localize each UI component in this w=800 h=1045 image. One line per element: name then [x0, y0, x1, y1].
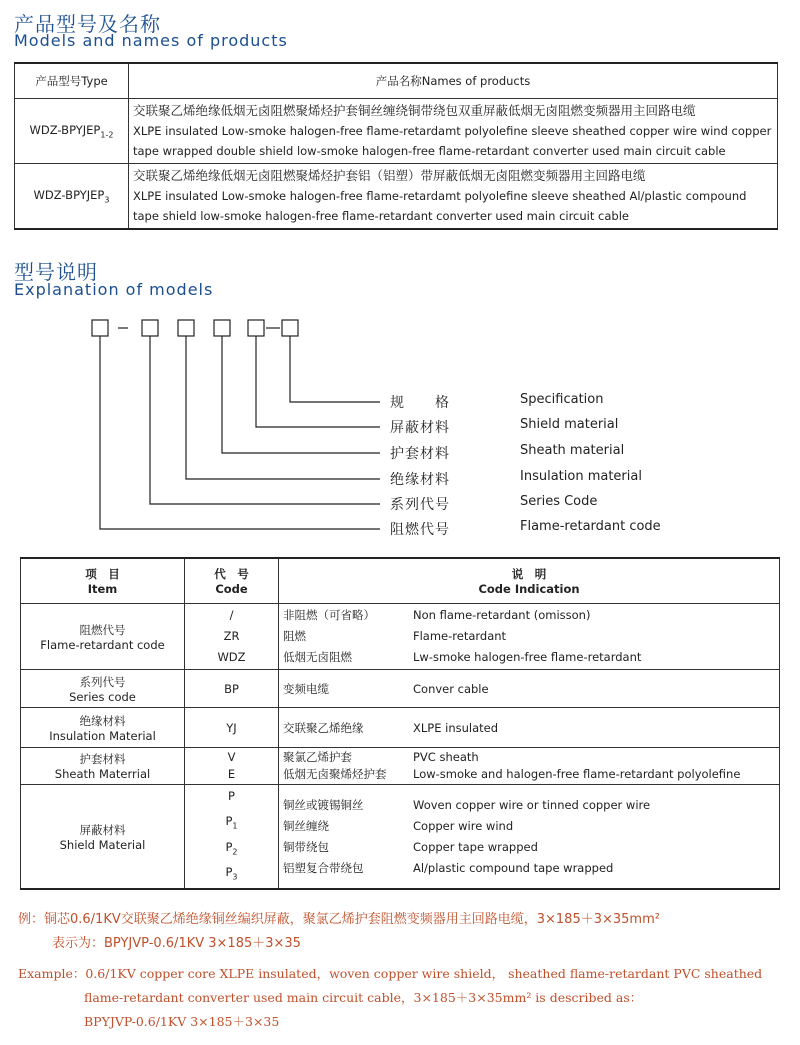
diagram-label-en: Sheath material: [520, 443, 625, 458]
code-cell: / ZR WDZ: [185, 604, 279, 670]
indication-cell: 聚氯乙烯护套 PVC sheath 低烟无卤聚烯烃护套 Low-smoke and halogen-free flame-retardant polyolefine: [279, 748, 780, 785]
products-head-name: 产品名称Names of products: [129, 63, 778, 99]
code-cell: V E: [185, 748, 279, 785]
indication-cell: 交联聚乙烯绝缘 XLPE insulated: [279, 708, 780, 748]
diagram-label-cn: 护套材料: [390, 446, 450, 462]
product-name-cn: 交联聚乙烯绝缘低烟无卤阻燃聚烯烃护套铜丝缠绕铜带绕包双重屏蔽低烟无卤阻燃变频器用主回路电缆: [133, 103, 696, 118]
product-name: [129, 164, 778, 230]
product-name-en: XLPE insulated Low-smoke halogen-free flame-retardamt polyolefine sleeve sheathed Al/plastic compound: [133, 189, 747, 203]
example-en-line3: BPYJVP-0.6/1KV 3×185＋3×35: [84, 1014, 280, 1029]
head-indication: 说 明 Code Indication: [279, 558, 780, 604]
products-head-type: 产品型号Type: [15, 63, 129, 99]
section2-title-cn: 型号说明: [14, 260, 98, 284]
model-diagram: [0, 300, 800, 550]
indication-cell: 变频电缆 Conver cable: [279, 670, 780, 708]
indication-cell: 非阻燃（可省略） Non flame-retardant (omisson) 阻燃 Flame-retardant 低烟无卤阻燃 Lw-smoke halogen-free flame-retardant: [279, 604, 780, 670]
table-row: [21, 708, 780, 748]
diagram-label-cn: 绝缘材料: [390, 472, 450, 488]
product-name: [129, 99, 778, 164]
item-cell: 护套材料 Sheath Materrial: [21, 748, 185, 785]
item-cell: 阻燃代号 Flame-retardant code: [21, 604, 185, 670]
code-table: [20, 557, 780, 890]
diagram-label-en: Series Code: [520, 494, 598, 509]
head-code: 代 号 Code: [185, 558, 279, 604]
product-name-en: tape shield low-smoke halogen-free flame-retardant converter used main circuit cable: [133, 209, 629, 223]
table-row: [21, 670, 780, 708]
product-type: WDZ-$BPYJEP_{1-2}$: [15, 99, 129, 164]
products-table: [14, 62, 778, 230]
example-cn-line1: 例：铜芯0.6/1KV交联聚乙烯绝缘铜丝编织屏蔽，聚氯乙烯护套阻燃变频器用主回路电缆，3×185＋3×35mm²: [18, 912, 660, 927]
product-name-en: tape wrapped double shield low-smoke halogen-free flame-retardant converter used main circuit cable: [133, 144, 726, 158]
diagram-label-cn: 屏蔽材料: [390, 420, 450, 436]
diagram-label-en: Insulation material: [520, 469, 642, 484]
section1-title-en: Models and names of products: [14, 31, 288, 50]
item-cell: 系列代号 Series code: [21, 670, 185, 708]
table-row: [15, 99, 778, 164]
diagram-label-cn: 阻燃代号: [390, 522, 450, 538]
diagram-label-cn: 系列代号: [390, 497, 450, 513]
diagram-label-en: Specification: [520, 392, 604, 407]
diagram-label-cn: 规 格: [390, 395, 450, 411]
item-cell: 绝缘材料 Insulation Material: [21, 708, 185, 748]
product-name-en: XLPE insulated Low-smoke halogen-free flame-retardamt polyolefine sleeve sheathed copper wire wind copper: [133, 124, 772, 138]
section2-title-en: Explanation of models: [14, 280, 214, 299]
diagram-label-en: Flame-retardant code: [520, 519, 661, 534]
diagram-label-en: Shield material: [520, 417, 619, 432]
table-row: [15, 164, 778, 230]
table-row: [21, 604, 780, 670]
code-cell: YJ: [185, 708, 279, 748]
code-cell: BP: [185, 670, 279, 708]
head-item: 项 目 Item: [21, 558, 185, 604]
example-cn-line2: 表示为：BPYJVP-0.6/1KV 3×185＋3×35: [52, 936, 301, 951]
code-cell: P $P_1$ $P_2$ $P_3$: [185, 785, 279, 890]
table-row: [21, 748, 780, 785]
item-cell: 屏蔽材料 Shield Material: [21, 785, 185, 890]
example-en-line1: Example：0.6/1KV copper core XLPE insulated，woven copper wire shield， sheathed flame-retardant PVC sheathed: [18, 966, 763, 981]
table-row: [21, 785, 780, 890]
indication-cell: 铜丝或镀锡铜丝 Woven copper wire or tinned copper wire 铜丝缠绕 Copper wire wind 铜带绕包 Copper tape wrapped 铝塑复合带绕包 Al/plastic compound tape wrapped: [279, 785, 780, 890]
example-en-line2: flame-retardant converter used main circuit cable，3×185＋3×35mm² is described as：: [84, 990, 643, 1005]
section1-title-cn: 产品型号及名称: [14, 12, 161, 36]
product-name-cn: 交联聚乙烯绝缘低烟无卤阻燃聚烯烃护套铝（铝塑）带屏蔽低烟无卤阻燃变频器用主回路电缆: [133, 168, 646, 183]
product-type: WDZ-$BPYJEP_3$: [15, 164, 129, 230]
